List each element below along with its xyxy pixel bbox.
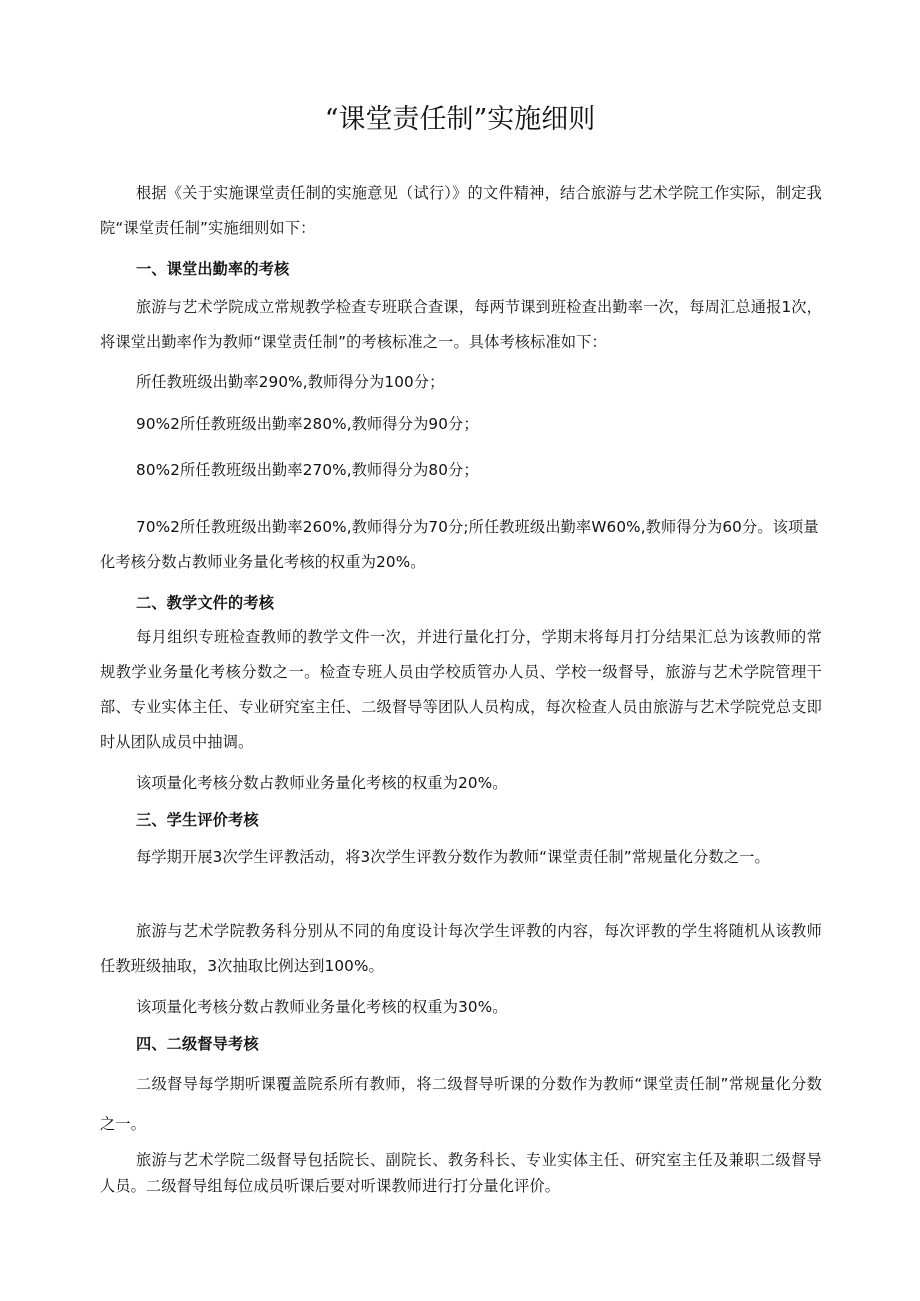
section3-heading: 三、学生评价考核 [136,811,259,829]
section3-paragraph-3: 该项量化考核分数占教师业务量化考核的权重为30%。 [136,998,508,1016]
section2-heading: 二、教学文件的考核 [136,594,275,612]
attendance-rule-2: 90%2所任教班级出勤率280%,教师得分为90分； [136,415,479,433]
section1-heading: 一、课堂出勤率的考核 [136,260,290,278]
section3-paragraph-2: 旅游与艺术学院教务科分别从不同的角度设计每次学生评教的内容，每次评教的学生将随机从该教师任教班级抽取，3次抽取比例达到100%。 [100,922,822,975]
section4-paragraph-2: 旅游与艺术学院二级督导包括院长、副院长、教务科长、专业实体主任、研究室主任及兼职二级督导人员。二级督导组每位成员听课后要对听课教师进行打分量化评价。 [100,1151,822,1195]
section3-paragraph-1: 每学期开展3次学生评教活动，将3次学生评教分数作为教师“课堂责任制”常规量化分数之一。 [136,848,770,866]
section4-paragraph-1: 二级督导每学期听课覆盖院系所有教师，将二级督导听课的分数作为教师“课堂责任制”常规量化分数之一。 [100,1075,822,1133]
intro-paragraph: 根据《关于实施课堂责任制的实施意见（试行）》的文件精神，结合旅游与艺术学院工作实际，制定我院“课堂责任制”实施细则如下： [100,184,822,237]
attendance-rule-3: 80%2所任教班级出勤率270%,教师得分为80分； [136,461,479,479]
section2-paragraph-1: 每月组织专班检查教师的教学文件一次，并进行量化打分，学期末将每月打分结果汇总为该教师的常规教学业务量化考核分数之一。检查专班人员由学校质管办人员、学校一级督导，旅游与艺术学院管理干部、专业实体主任、专业研究室主任、二级督导等团队人员构成，每次检查人员由旅游与艺术学院党总支即时从团队成员中抽调。 [100,628,822,751]
section1-paragraph: 旅游与艺术学院成立常规教学检查专班联合查课，每两节课到班检查出勤率一次，每周汇总通报1次，将课堂出勤率作为教师“课堂责任制”的考核标准之一。具体考核标准如下： [100,298,822,351]
section4-heading: 四、二级督导考核 [136,1035,259,1053]
document-title: “课堂责任制”实施细则 [324,104,596,135]
section2-paragraph-2: 该项量化考核分数占教师业务量化考核的权重为20%。 [136,774,508,792]
attendance-rule-4: 70%2所任教班级出勤率260%,教师得分为70分;所任教班级出勤率W60%,教师得分为60分。该项量化考核分数占教师业务量化考核的权重为20%。 [100,518,819,571]
attendance-rule-1: 所任教班级出勤率290%,教师得分为100分； [136,373,445,391]
